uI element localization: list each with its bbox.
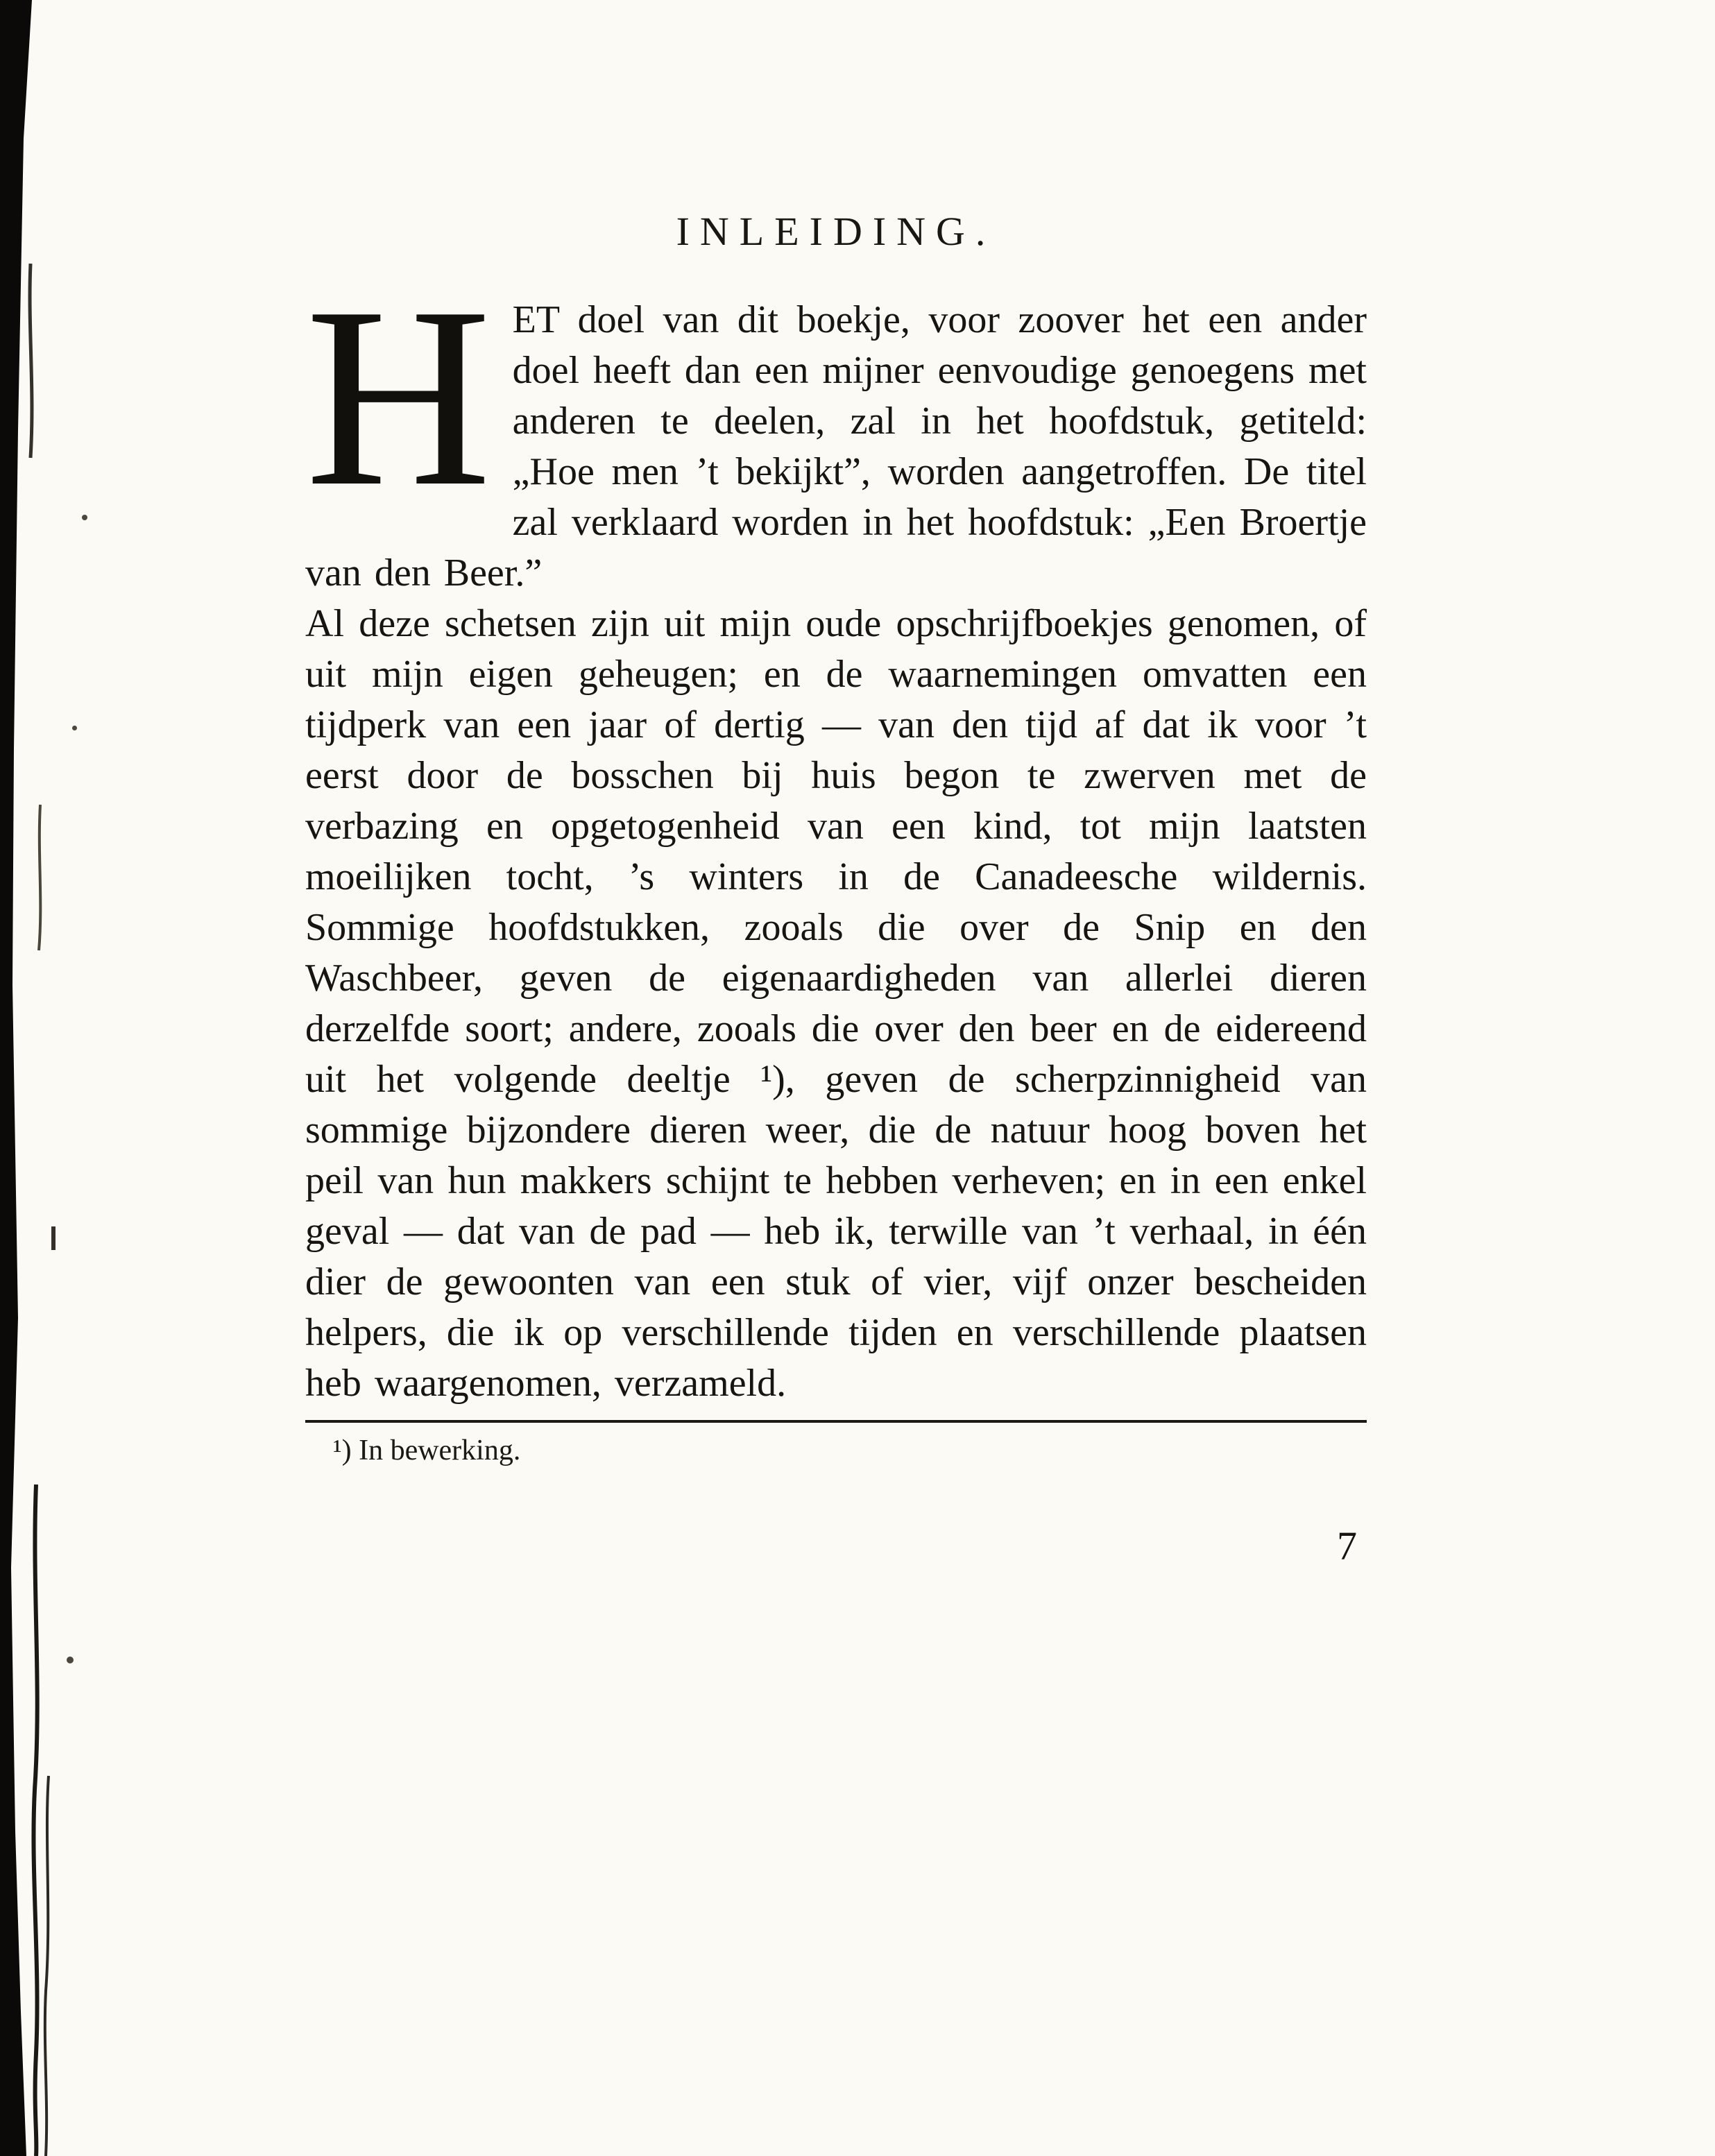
footnote: ¹) In bewerking. xyxy=(333,1435,521,1466)
scan-speck xyxy=(72,726,77,730)
scan-dash-mark xyxy=(51,1226,56,1250)
scan-speck xyxy=(67,1657,74,1663)
text-block xyxy=(305,208,1367,1569)
scan-binding-artifact xyxy=(0,0,83,2156)
scan-speck xyxy=(82,515,87,520)
paragraph-body: Al deze schetsen zijn uit mijn oude opschrijfboekjes genomen, of uit mijn eigen geheugen; en de waarnemingen omvatten een tijdperk van een jaar of dertig — van den tijd af dat ik voor ’t eerst door de bosschen bij huis begon te zwerven met de verbazing en opgetogenheid van een kind, tot mijn laatsten moeilijken tocht, ’s winters in de Canadeesche wildernis. Sommige hoofdstukken, zooals die over de Snip en den Waschbeer, geven de eigenaardigheden van allerlei dieren derzelfde soort; andere, zooals die over den beer en de eidereend uit het volgende deeltje ¹), geven de scherpzinnigheid van sommige bijzondere dieren weer, die de natuur hoog boven het peil van hun makkers schijnt te hebben verheven; en in een enkel geval — dat van de pad — heb ik, terwille van ’t verhaal, in één dier de gewoonten van een stuk of vier, vijf onzer bescheiden helpers, die ik op verschillende tijden en verschillende plaatsen heb waargenomen, verzameld. xyxy=(305,602,1367,1405)
page-number: 7 xyxy=(1337,1523,1357,1568)
footnote-rule xyxy=(305,1420,1367,1423)
drop-cap: H xyxy=(305,255,492,540)
page-title: INLEIDING. xyxy=(676,209,996,254)
paragraph-opening-text: ET doel van dit boekje, voor zoover het een ander doel heeft dan een mijner eenvoudige genoegens met anderen te deelen, zal in het hoofdstuk, getiteld: „Hoe men ’t bekijkt”, worden aangetroffen. De titel zal verklaard worden in het hoofdstuk: „Een Broertje van den Beer.” xyxy=(305,298,1367,594)
paragraph-opening xyxy=(305,255,1367,599)
